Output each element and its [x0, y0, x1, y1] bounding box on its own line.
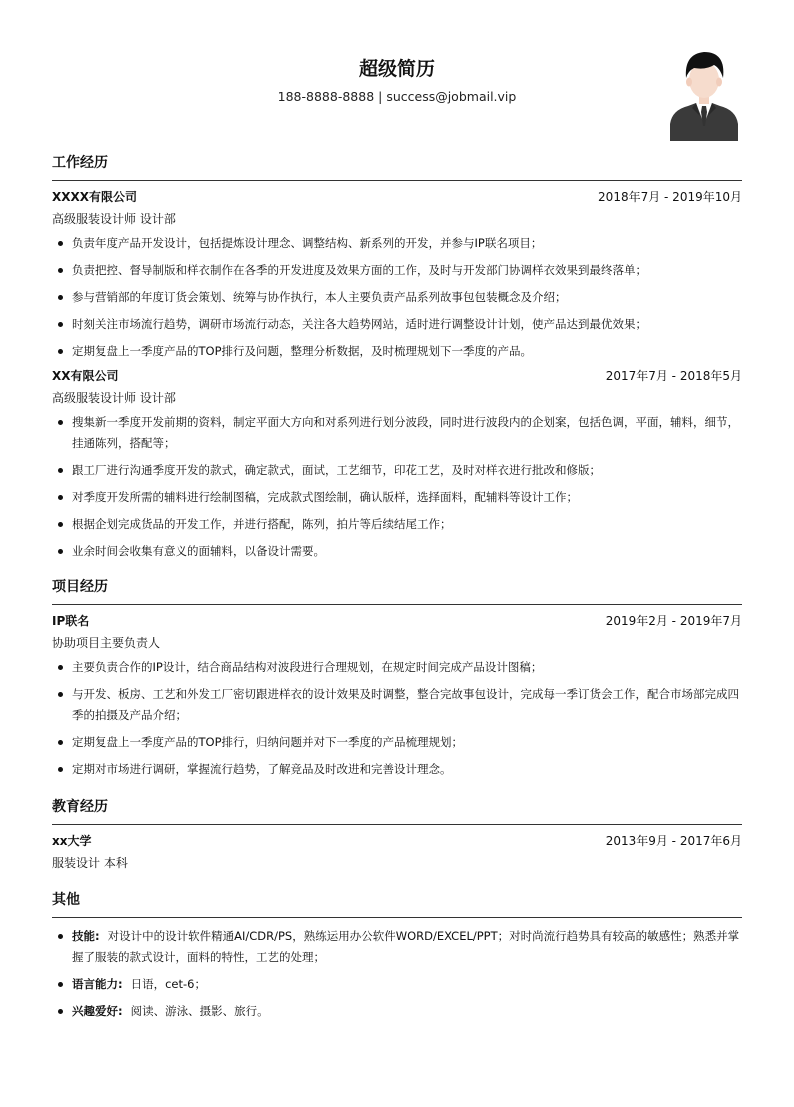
list-item: 负责把控、督导制版和样衣制作在各季的开发进度及效果方面的工作，及时与开发部门协调样衣效果到最终落单；	[52, 260, 742, 281]
item-text: 对设计中的设计软件精通AI/CDR/PS，熟练运用办公软件WORD/EXCEL/PPT；对时尚流行趋势具有较高的敏感性；熟悉并掌握了服装的款式设计，面料的特性，工艺的处理；	[72, 929, 740, 964]
bullet-list	[52, 233, 742, 362]
list-item: 负责年度产品开发设计，包括提炼设计理念、调整结构、新系列的开发，并参与IP联名项目；	[52, 233, 742, 254]
work-entry	[52, 189, 742, 362]
resume-name: 超级简历	[358, 58, 435, 80]
entry-header	[52, 189, 742, 205]
school-name: xx大学	[52, 834, 92, 848]
project-section	[52, 576, 742, 780]
job-title: 高级服装设计师 设计部	[52, 212, 176, 226]
list-item: 业余时间会收集有意义的面辅料，以备设计需要。	[52, 541, 742, 562]
work-section	[52, 152, 742, 562]
list-item: 参与营销部的年度订货会策划、统筹与协作执行，本人主要负责产品系列故事包包装概念及介绍；	[52, 287, 742, 308]
entry-header	[52, 613, 742, 629]
resume-content	[52, 152, 742, 1028]
list-item: 主要负责合作的IP设计，结合商品结构对波段进行合理规划，在规定时间完成产品设计图稿；	[52, 657, 742, 678]
list-item	[52, 974, 742, 995]
item-label: 语言能力:	[72, 977, 123, 991]
entry-header	[52, 833, 742, 849]
list-item: 定期对市场进行调研，掌握流行趋势，了解竞品及时改进和完善设计理念。	[52, 759, 742, 780]
bullet-list	[52, 412, 742, 562]
job-title: 高级服装设计师 设计部	[52, 391, 176, 405]
list-item	[52, 1001, 742, 1022]
project-role: 协助项目主要负责人	[52, 636, 161, 650]
bullet-list	[52, 657, 742, 780]
date-range: 2018年7月 - 2019年10月	[598, 190, 742, 204]
date-range: 2017年7月 - 2018年5月	[605, 369, 742, 383]
list-item: 与开发、板房、工艺和外发工厂密切跟进样衣的设计效果及时调整，整合完故事包设计，完成每一季订货会工作，配合市场部完成四季的拍摄及产品介绍；	[52, 684, 742, 726]
list-item: 搜集新一季度开发前期的资料，制定平面大方向和对系列进行划分波段，同时进行波段内的企划案，包括色调，平面，辅料，细节，挂通陈列，搭配等；	[52, 412, 742, 454]
company-name: XXXX有限公司	[52, 190, 138, 204]
item-text: 日语，cet-6；	[130, 977, 206, 991]
section-title-project: 项目经历	[52, 576, 742, 605]
degree: 服装设计 本科	[52, 856, 128, 870]
list-item: 时刻关注市场流行趋势，调研市场流行动态，关注各大趋势网站，适时进行调整设计计划，使产品达到最优效果；	[52, 314, 742, 335]
list-item: 根据企划完成货品的开发工作，并进行搭配，陈列，拍片等后续结尾工作；	[52, 514, 742, 535]
company-name: XX有限公司	[52, 369, 119, 383]
list-item: 定期复盘上一季度产品的TOP排行及问题，整理分析数据，及时梳理规划下一季度的产品。	[52, 341, 742, 362]
contact-info: 188-8888-8888 | success@jobmail.vip	[277, 89, 517, 104]
list-item	[52, 926, 742, 968]
item-label: 兴趣爱好:	[72, 1004, 123, 1018]
section-title-work: 工作经历	[52, 152, 742, 181]
list-item: 定期复盘上一季度产品的TOP排行，归纳问题并对下一季度的产品梳理规划；	[52, 732, 742, 753]
list-item: 跟工厂进行沟通季度开发的款式，确定款式，面试，工艺细节，印花工艺，及时对样衣进行批改和修版；	[52, 460, 742, 481]
project-entry	[52, 613, 742, 780]
education-section	[52, 796, 742, 871]
avatar	[670, 46, 738, 141]
list-item: 对季度开发所需的辅料进行绘制图稿，完成款式图绘制，确认版样，选择面料，配辅料等设计工作；	[52, 487, 742, 508]
project-name: IP联名	[52, 614, 90, 628]
education-entry	[52, 833, 742, 871]
item-label: 技能:	[72, 929, 100, 943]
other-section	[52, 889, 742, 1022]
item-text: 阅读、游泳、摄影、旅行。	[130, 1004, 269, 1018]
bullet-list	[52, 926, 742, 1022]
date-range: 2019年2月 - 2019年7月	[605, 614, 742, 628]
section-title-education: 教育经历	[52, 796, 742, 825]
section-title-other: 其他	[52, 889, 742, 918]
entry-header	[52, 368, 742, 384]
work-entry	[52, 368, 742, 562]
date-range: 2013年9月 - 2017年6月	[605, 834, 742, 848]
